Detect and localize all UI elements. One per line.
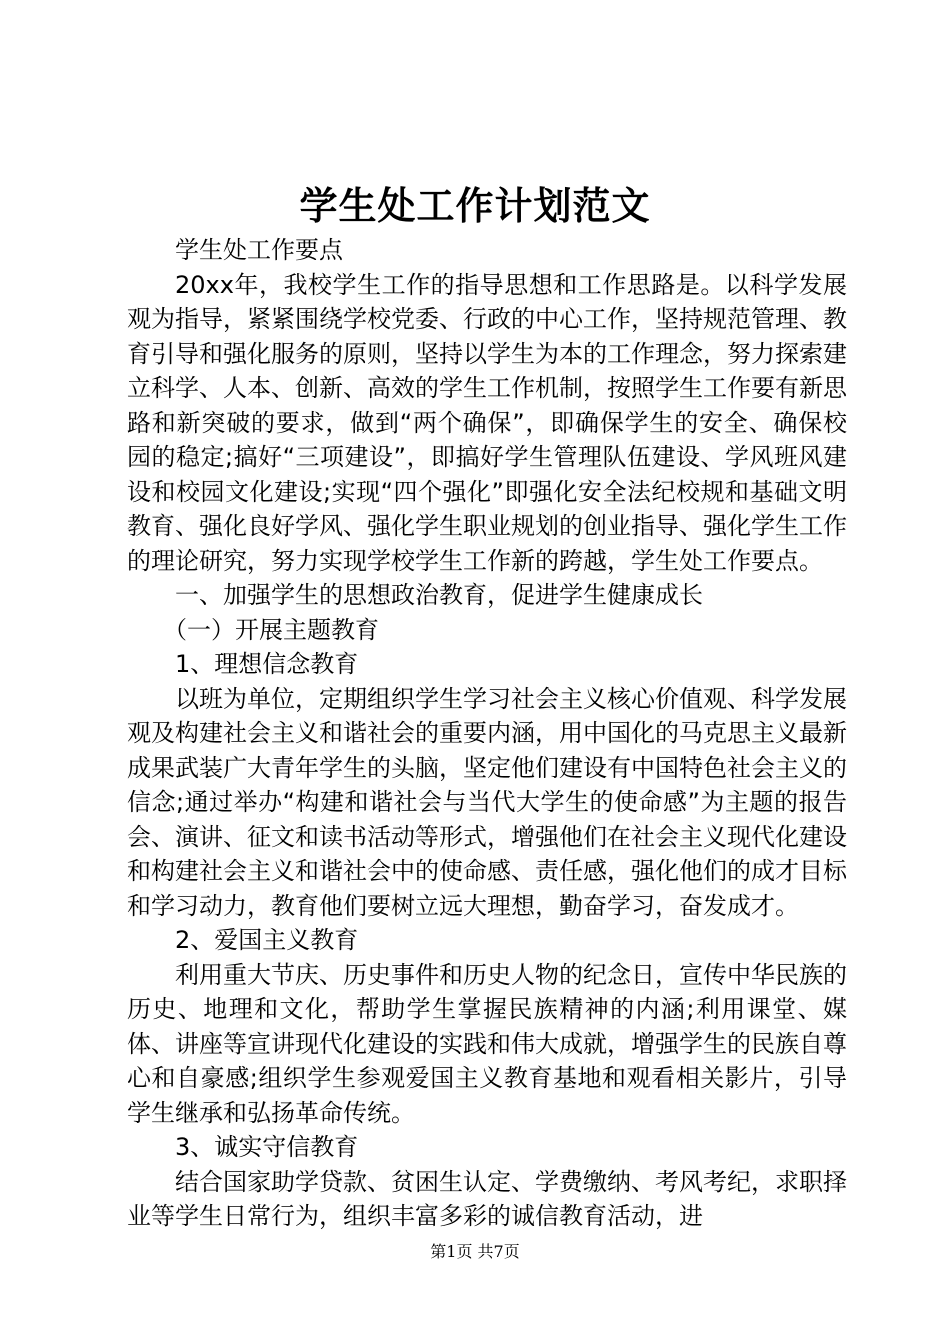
- section-heading-1: 一、加强学生的思想政治教育，促进学生健康成长: [175, 581, 703, 609]
- subsection-heading-1: （一）开展主题教育: [163, 615, 379, 644]
- item-heading-2: 2、爱国主义教育: [175, 926, 359, 954]
- page-number-footer: 第1页 共7页: [430, 1242, 520, 1261]
- paragraph-ideal-belief: 以班为单位，定期组织学生学习社会主义核心价值观、科学发展观及构建社会主义和谐社会的重要内涵，用中国化的马克思主义最新成果武装广大青年学生的头脑，坚定他们建设有中国特色社会主义的信念;通过举办“构建和谐社会与当代大学生的使命感”为主题的报告会、演讲、征文和读书活动等形式，增强他们在社会主义现代化建设和构建社会主义和谐社会中的使命感、责任感，强化他们的成才目标和学习动力，教育他们要树立远大理想，勤奋学习，奋发成才。: [127, 684, 847, 920]
- document-body: [127, 233, 847, 1234]
- paragraph-heading-main: 学生处工作要点: [175, 236, 343, 264]
- paragraph-integrity: 结合国家助学贷款、贫困生认定、学费缴纳、考风考纪，求职择业等学生日常行为，组织丰富多彩的诚信教育活动，进: [127, 1167, 847, 1230]
- paragraph-intro: 20xx年，我校学生工作的指导思想和工作思路是。以科学发展观为指导，紧紧围绕学校党委、行政的中心工作，坚持规范管理、教育引导和强化服务的原则，坚持以学生为本的工作理念，努力探索建立科学、人本、创新、高效的学生工作机制，按照学生工作要有新思路和新突破的要求，做到“两个确保”，即确保学生的安全、确保校园的稳定;搞好“三项建设”，即搞好学生管理队伍建设、学风班风建设和校园文化建设;实现“四个强化”即强化安全法纪校规和基础文明教育、强化良好学风、强化学生职业规划的创业指导、强化学生工作的理论研究，努力实现学校学生工作新的跨越，学生处工作要点。: [127, 270, 847, 575]
- item-heading-3: 3、诚实守信教育: [175, 1133, 359, 1161]
- document-title: 学生处工作计划范文: [299, 183, 651, 228]
- paragraph-patriotism: 利用重大节庆、历史事件和历史人物的纪念日，宣传中华民族的历史、地理和文化，帮助学生掌握民族精神的内涵;利用课堂、媒体、讲座等宣讲现代化建设的实践和伟大成就，增强学生的民族自尊心和自豪感;组织学生参观爱国主义教育基地和观看相关影片，引导学生继承和弘扬革命传统。: [127, 960, 847, 1127]
- item-heading-1: 1、理想信念教育: [175, 650, 359, 678]
